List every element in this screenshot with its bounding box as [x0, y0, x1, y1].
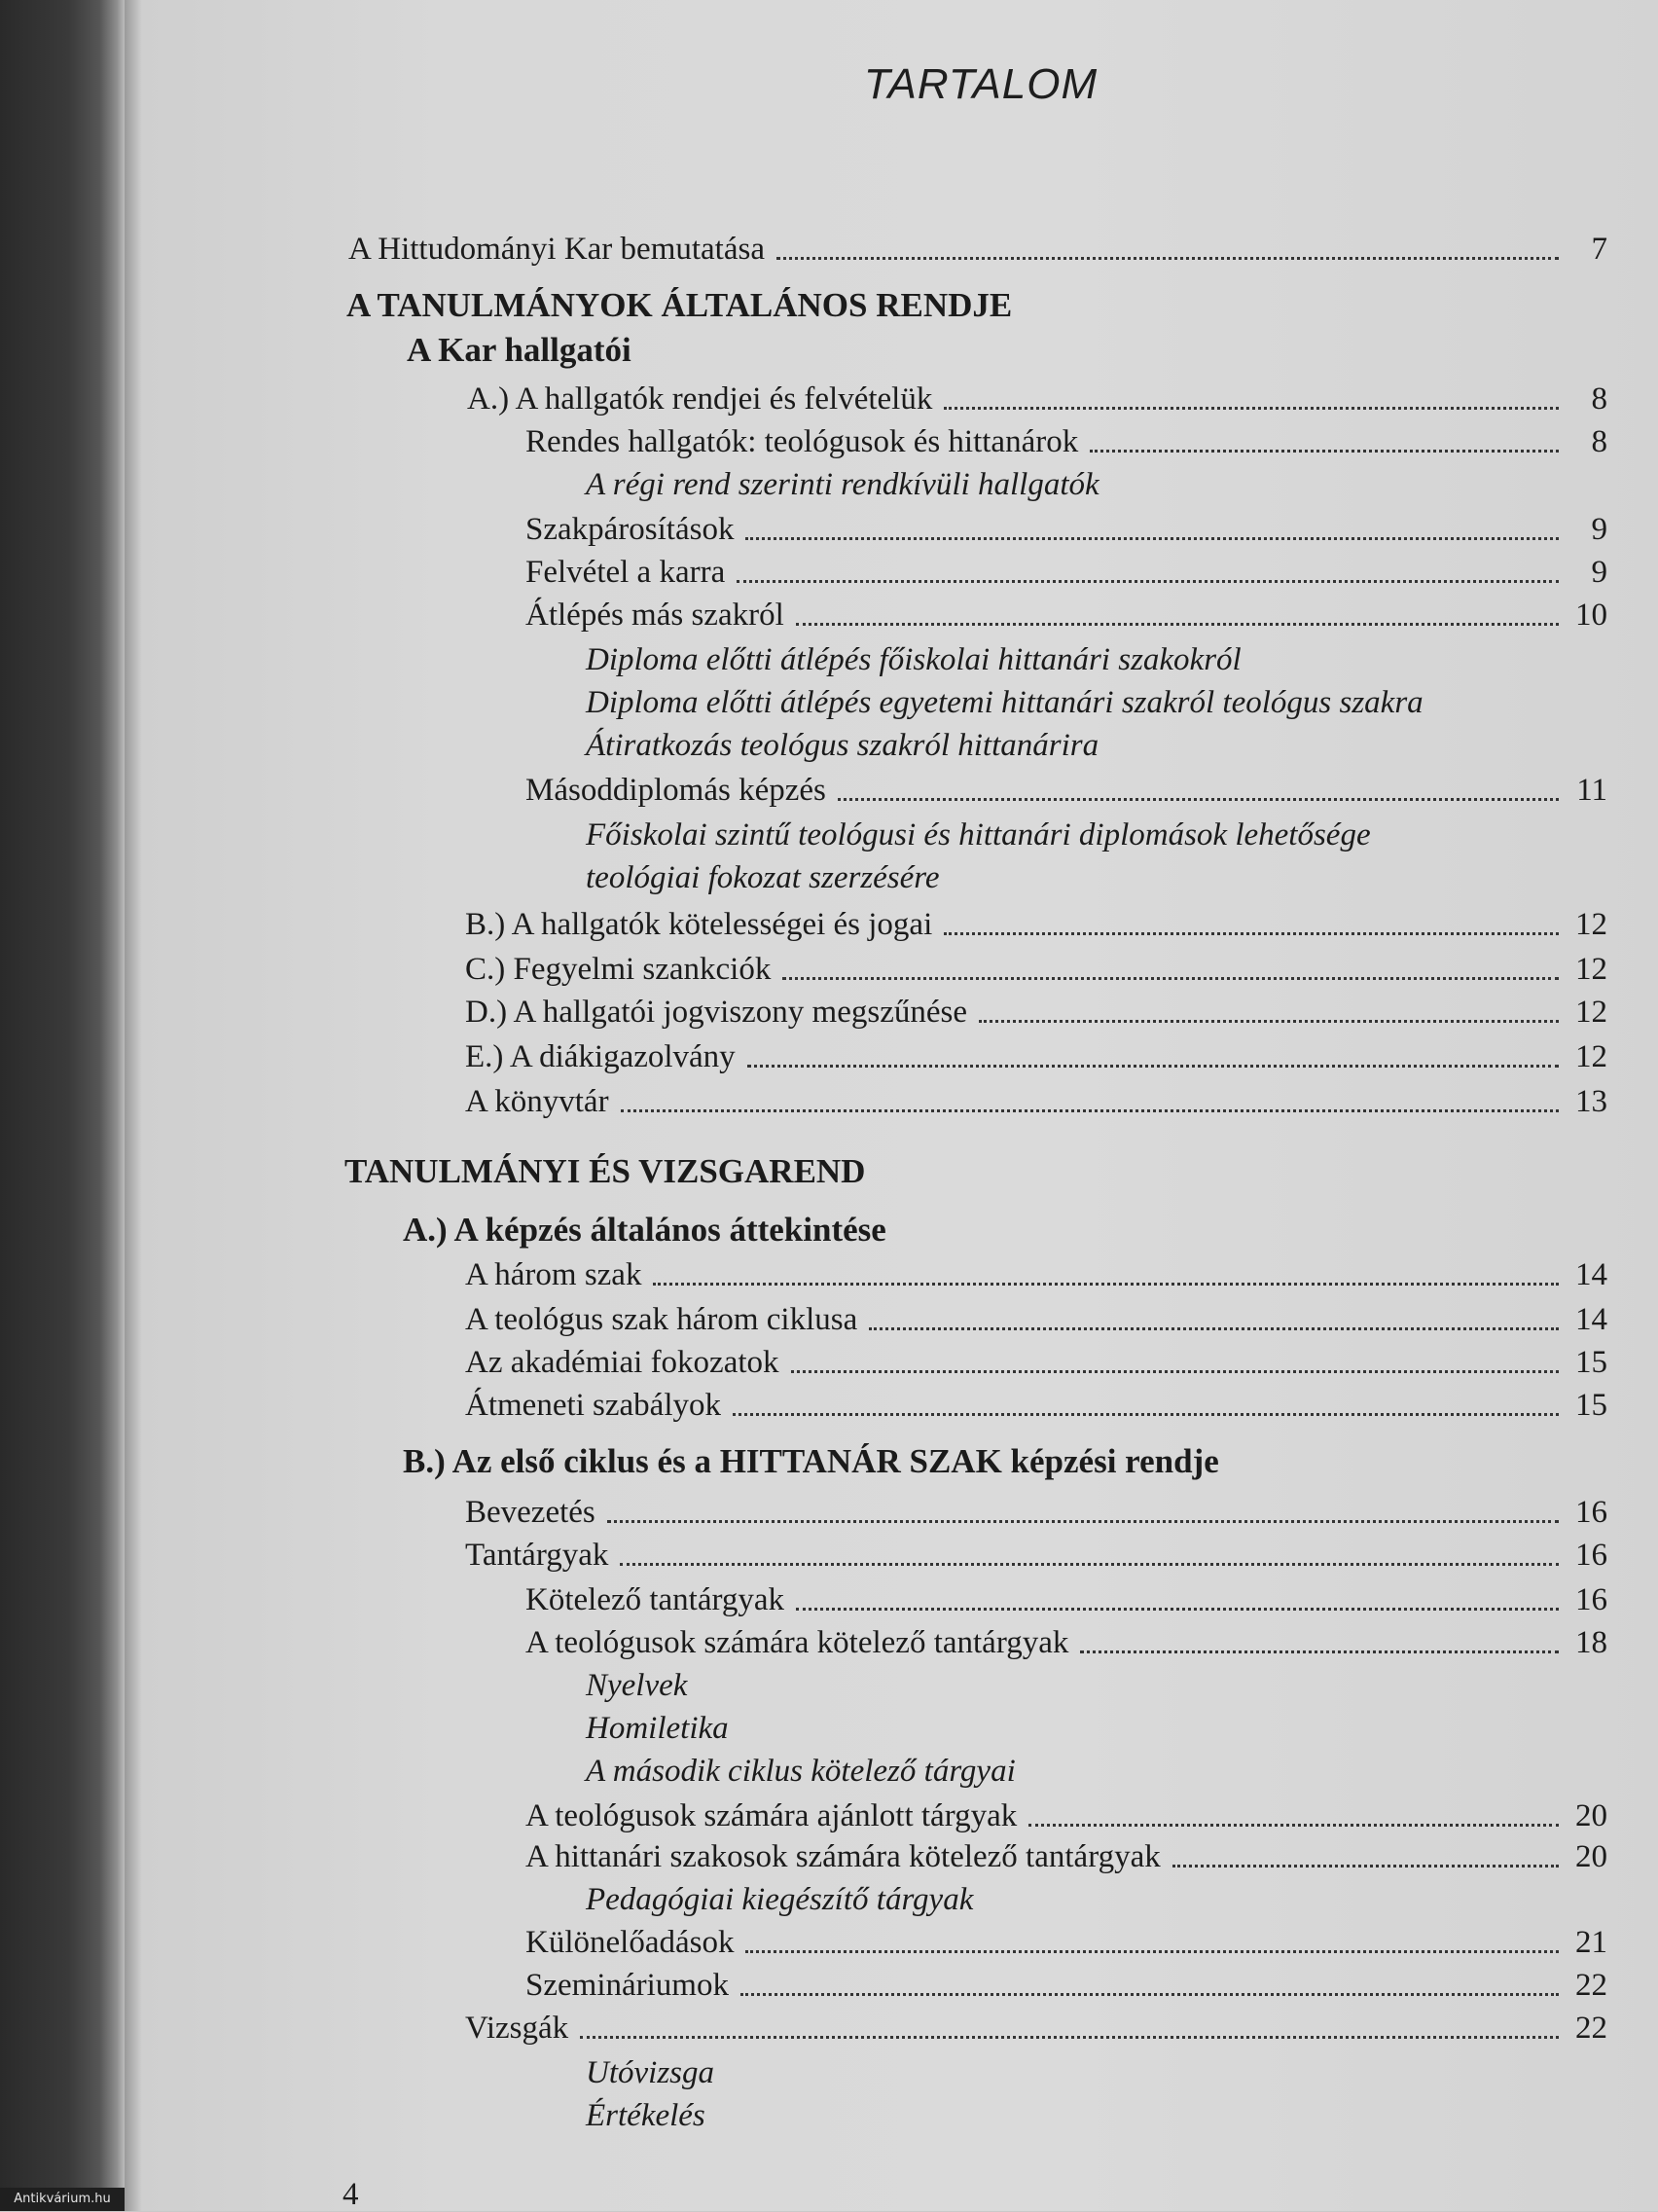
toc-page-number: 9	[1591, 555, 1607, 590]
toc-entry	[348, 230, 1607, 269]
toc-page-number: 16	[1575, 1495, 1607, 1530]
dot-leader	[747, 1065, 1559, 1068]
toc-entry	[525, 510, 1607, 549]
toc-entry-title: Bevezetés	[465, 1495, 595, 1530]
dot-leader	[782, 977, 1559, 980]
dot-leader	[979, 1020, 1559, 1023]
toc-entry	[525, 422, 1607, 461]
toc-entry-title: Szakpárosítások	[525, 512, 735, 547]
toc-entry	[586, 683, 1424, 722]
toc-entry	[465, 2009, 1607, 2048]
toc-entry	[465, 1493, 1607, 1532]
toc-entry	[586, 1666, 687, 1705]
toc-entry	[525, 771, 1607, 810]
toc-entry-title: Átmeneti szabályok	[465, 1388, 722, 1423]
toc-heading	[346, 286, 1012, 325]
toc-page-number: 12	[1575, 952, 1607, 987]
toc-entry	[525, 553, 1607, 592]
toc-page-number: 20	[1575, 1839, 1607, 1874]
toc-page-number: 11	[1576, 773, 1607, 808]
toc-entry-title: Átlépés más szakról	[525, 598, 784, 633]
dot-leader	[1172, 1865, 1559, 1868]
toc-entry-title: Különelőadások	[525, 1925, 735, 1960]
toc-page-number: 20	[1575, 1798, 1607, 1833]
toc-page-number: 10	[1575, 598, 1607, 633]
toc-entry-title: A Hittudományi Kar bemutatása	[348, 232, 765, 267]
toc-page-number: 13	[1575, 1084, 1607, 1119]
toc-page-number: 22	[1575, 1968, 1607, 2003]
toc-entry	[465, 1343, 1607, 1382]
toc-entry	[465, 905, 1607, 944]
dot-leader	[737, 580, 1559, 583]
toc-entry-title: A Kar hallgatói	[407, 331, 631, 369]
toc-entry-title: B.) A hallgatók kötelességei és jogai	[465, 907, 933, 942]
toc-entry-title: A.) A képzés általános áttekintése	[403, 1211, 886, 1249]
toc-entry	[525, 1580, 1607, 1619]
toc-entry	[525, 1923, 1607, 1962]
toc-entry-title: A teológusok számára kötelező tantárgyak	[525, 1625, 1069, 1660]
toc-page-number: 16	[1575, 1538, 1607, 1573]
toc-page-number: 9	[1591, 512, 1607, 547]
dot-leader	[796, 1608, 1559, 1611]
dot-leader	[745, 537, 1559, 540]
toc-page-number: 8	[1591, 381, 1607, 417]
toc-entry-title: D.) A hallgatói jogviszony megszűnése	[465, 995, 967, 1030]
toc-entry-title: Másoddiplomás képzés	[525, 773, 826, 808]
toc-page-number: 22	[1575, 2011, 1607, 2046]
toc-entry	[586, 1709, 729, 1748]
toc-entry	[586, 726, 1099, 765]
watermark-label: Antikvárium.hu	[0, 2188, 125, 2211]
toc-page-number: 12	[1575, 995, 1607, 1030]
dot-leader	[607, 1520, 1559, 1523]
toc-page-number: 7	[1591, 232, 1607, 267]
toc-entry-title: teológiai fokozat szerzésére	[586, 860, 940, 895]
toc-entry	[465, 950, 1607, 989]
toc-page-number: 16	[1575, 1582, 1607, 1617]
toc-entry	[586, 1752, 1016, 1791]
dot-leader	[580, 2036, 1559, 2039]
toc-entry-title: Értékelés	[586, 2098, 705, 2133]
dot-leader	[776, 257, 1559, 260]
dot-leader	[791, 1370, 1559, 1373]
page-number: 4	[342, 2177, 359, 2212]
toc-page-number: 14	[1575, 1257, 1607, 1292]
toc-entry-title: TANULMÁNYI ÉS VIZSGAREND	[344, 1152, 866, 1190]
toc-entry-title: Utóvizsga	[586, 2055, 714, 2090]
toc-entry	[586, 640, 1242, 679]
toc-entry	[525, 1966, 1607, 2005]
toc-entry	[465, 1037, 1607, 1076]
dot-leader	[740, 1993, 1559, 1996]
toc-entry	[525, 1796, 1607, 1835]
toc-page-number: 21	[1575, 1925, 1607, 1960]
toc-page-number: 18	[1575, 1625, 1607, 1660]
toc-entry	[525, 596, 1607, 635]
toc-heading	[403, 1442, 1219, 1481]
toc-entry-title: Vizsgák	[465, 2011, 569, 2046]
dot-leader	[1028, 1824, 1559, 1827]
toc-page-number: 14	[1575, 1302, 1607, 1337]
toc-entry-title: Diploma előtti átlépés egyetemi hittanári szakról teológus szakra	[586, 685, 1424, 720]
toc-entry-title: E.) A diákigazolvány	[465, 1039, 736, 1074]
toc-entry-title: Szemináriumok	[525, 1968, 729, 2003]
dot-leader	[796, 623, 1559, 626]
dot-leader	[1090, 450, 1559, 453]
toc-entry	[465, 1255, 1607, 1294]
dot-leader	[1080, 1650, 1559, 1653]
toc-page-number: 12	[1575, 907, 1607, 942]
toc-entry-title: Homiletika	[586, 1711, 729, 1746]
toc-entry	[465, 1300, 1607, 1339]
toc-entry	[586, 816, 1371, 854]
toc-heading	[407, 331, 631, 370]
toc-entry-title: A három szak	[465, 1257, 642, 1292]
toc-entry	[586, 465, 1099, 504]
toc-page-number: 12	[1575, 1039, 1607, 1074]
page-title: TARTALOM	[863, 60, 1099, 108]
toc-page-number: 15	[1575, 1388, 1607, 1423]
toc-entry-title: C.) Fegyelmi szankciók	[465, 952, 772, 987]
toc-heading	[403, 1211, 886, 1250]
dot-leader	[745, 1950, 1559, 1953]
toc-entry-title: A.) A hallgatók rendjei és felvételük	[467, 381, 933, 417]
toc-entry-title: Nyelvek	[586, 1668, 688, 1703]
dot-leader	[944, 932, 1559, 935]
toc-entry	[525, 1623, 1607, 1662]
toc-entry-title: A teológusok számára ajánlott tárgyak	[525, 1798, 1018, 1833]
toc-entry-title: A hittanári szakosok számára kötelező tantárgyak	[525, 1839, 1161, 1874]
toc-entry-title: B.) Az első ciklus és a HITTANÁR SZAK képzési rendje	[403, 1442, 1219, 1480]
toc-entry	[465, 1536, 1607, 1575]
dot-leader	[944, 407, 1559, 410]
toc-entry	[586, 2096, 705, 2135]
toc-heading	[344, 1152, 865, 1191]
toc-entry-title: Főiskolai szintű teológusi és hittanári diplomások lehetősége	[586, 817, 1371, 852]
toc-entry-title: Kötelező tantárgyak	[525, 1582, 785, 1617]
toc-page-number: 15	[1575, 1345, 1607, 1380]
toc-entry	[465, 993, 1607, 1032]
dot-leader	[869, 1327, 1559, 1330]
toc-entry-title: Pedagógiai kiegészítő tárgyak	[586, 1882, 974, 1917]
toc-entry-title: A TANULMÁNYOK ÁLTALÁNOS RENDJE	[346, 286, 1013, 324]
toc-entry-title: Átiratkozás teológus szakról hittanárira	[586, 728, 1099, 763]
toc-entry-title: A régi rend szerinti rendkívüli hallgatók	[586, 467, 1099, 502]
dot-leader	[733, 1413, 1559, 1416]
toc-entry	[525, 1837, 1607, 1876]
toc-entry	[586, 2053, 714, 2092]
dot-leader	[653, 1283, 1559, 1286]
toc-page-number: 8	[1591, 424, 1607, 459]
toc-entry	[465, 1082, 1607, 1121]
toc-entry	[586, 1880, 973, 1919]
toc-entry-title: A második ciklus kötelező tárgyai	[586, 1754, 1016, 1789]
toc-entry-title: A könyvtár	[465, 1084, 609, 1119]
toc-entry-title: A teológus szak három ciklusa	[465, 1302, 858, 1337]
toc-entry-title: Tantárgyak	[465, 1538, 609, 1573]
toc-entry-title: Az akadémiai fokozatok	[465, 1345, 779, 1380]
dot-leader	[838, 798, 1559, 801]
dot-leader	[620, 1563, 1559, 1566]
toc-entry	[465, 1386, 1607, 1425]
toc-entry	[586, 858, 940, 897]
dot-leader	[621, 1109, 1559, 1112]
toc-entry-title: Diploma előtti átlépés főiskolai hittanári szakokról	[586, 642, 1242, 677]
toc-entry-title: Felvétel a karra	[525, 555, 726, 590]
toc-entry	[467, 380, 1607, 418]
toc-entry-title: Rendes hallgatók: teológusok és hittanárok	[525, 424, 1079, 459]
